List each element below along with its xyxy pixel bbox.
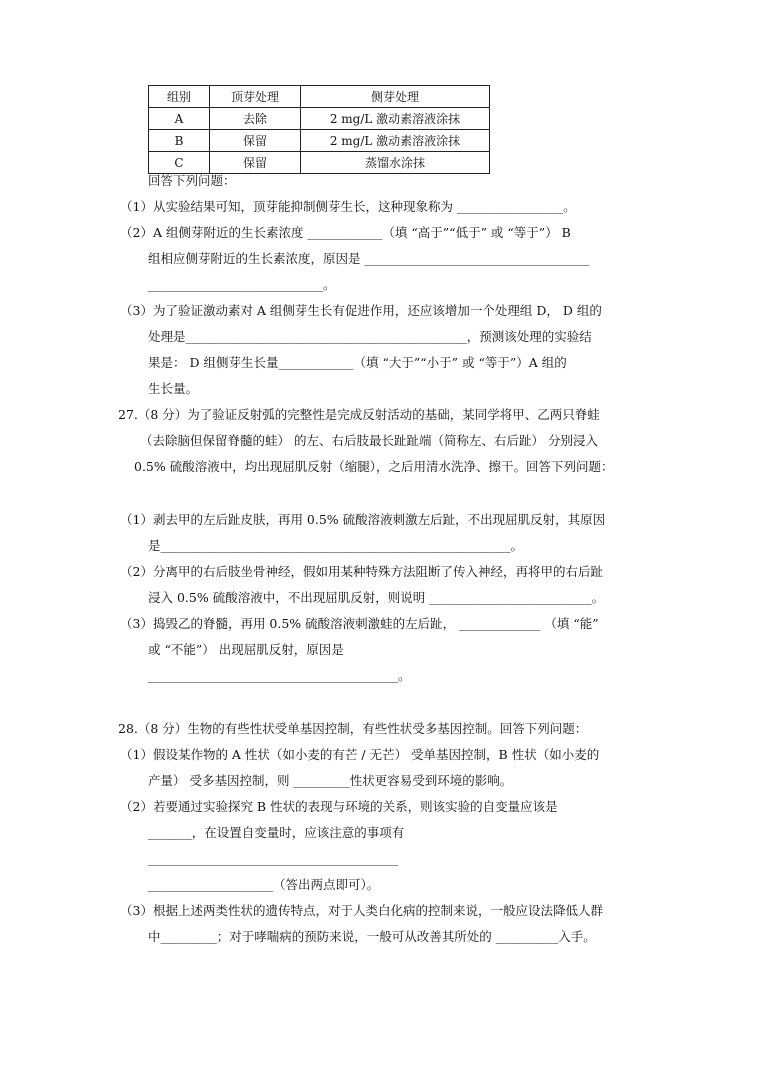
table-cell: C: [149, 152, 210, 174]
table-cell: 2 mg/L 激动素溶液涂抹: [301, 130, 490, 152]
q26-3-cont: 处理是_____________________________________________，预测该处理的实验结: [148, 329, 592, 344]
table-header-cell: 组别: [149, 86, 210, 108]
q28-3: （3）根据上述两类性状的遗传特点，对于人类白化病的控制来说，一般应设法降低人群: [120, 903, 603, 918]
table-header-row: [149, 86, 490, 108]
q26-2-cont: 组相应侧芽附近的生长素浓度，原因是 ____________________________________: [148, 251, 590, 266]
q28-2: （2）若要通过实验探究 B 性状的表现与环境的关系，则该实验的自变量应该是: [120, 799, 558, 814]
q28-1: （1）假设某作物的 A 性状（如小麦的有芒 / 无芒） 受单基因控制，B 性状（如小麦的: [120, 747, 600, 762]
q27-3-cont: 或 “不能”） 出现屈肌反射，原因是: [148, 642, 344, 657]
q27-stem-cont: 0.5% 硫酸溶液中，均出现屈肌反射（缩腿），之后用清水洗净、擦干。回答下列问题：: [134, 459, 614, 474]
table-cell: 去除: [210, 108, 301, 130]
q26-3-cont: 果是： D 组侧芽生长量____________（填 “大于”“小于” 或 “等于”）A 组的: [148, 355, 567, 370]
q28-2-cont: ________________________________________: [148, 851, 398, 866]
q28-3-cont: 中_________；对于哮喘病的预防来说，一般可从改善其所处的 __________入手。: [148, 929, 596, 944]
table-cell: A: [149, 108, 210, 130]
q27-stem-cont: （去除脑但保留脊髓的蛙） 的左、右后肢最长趾趾端（简称左、右后趾） 分别浸入: [140, 433, 598, 448]
q28-2-cont: _______，在设置自变量时，应该注意的事项有: [148, 825, 405, 840]
table-row: [149, 152, 490, 174]
q26-2: （2）A 组侧芽附近的生长素浓度 ____________（填 “高于”“低于” 或 “等于”） B: [120, 225, 571, 240]
q27-2-cont: 浸入 0.5% 硫酸溶液中，不出现屈肌反射，则说明 __________________________。: [148, 590, 605, 605]
q27-2: （2）分离甲的右后肢坐骨神经，假如用某种特殊方法阻断了传入神经，再将甲的右后趾: [120, 564, 603, 579]
q28-1-cont: 产量） 受多基因控制，则 _________性状更容易受到环境的影响。: [148, 773, 513, 788]
q27-3: （3）捣毁乙的脊髓，再用 0.5% 硫酸溶液刺激蛙的左后趾， _____________ （填 “能”: [120, 616, 599, 631]
q27-1-cont: 是________________________________________________________。: [148, 538, 524, 553]
table-cell: 保留: [210, 130, 301, 152]
prompt-text: 回答下列问题：: [148, 173, 236, 188]
q26-1: （1）从实验结果可知，顶芽能抑制侧芽生长，这种现象称为 _________________。: [120, 199, 576, 214]
q28-2-cont: ____________________（答出两点即可）。: [148, 877, 380, 892]
q28-stem: 28.（8 分）生物的有些性状受单基因控制，有些性状受多基因控制。回答下列问题：: [118, 721, 588, 736]
table-header-cell: 顶芽处理: [210, 86, 301, 108]
experiment-table: [148, 85, 490, 174]
q26-3-cont: 生长量。: [148, 381, 199, 396]
q27-stem: 27.（8 分）为了验证反射弧的完整性是完成反射活动的基础，某同学将甲、乙两只脊蛙: [118, 407, 600, 422]
q27-3-cont: ________________________________________。: [148, 668, 411, 683]
table-cell: B: [149, 130, 210, 152]
q27-1: （1）剥去甲的左后趾皮肤，再用 0.5% 硫酸溶液刺激左后趾，不出现屈肌反射，其原因: [120, 512, 606, 527]
table-cell: 保留: [210, 152, 301, 174]
table-cell: 2 mg/L 激动素溶液涂抹: [301, 108, 490, 130]
table-row: [149, 108, 490, 130]
table-cell: 蒸馏水涂抹: [301, 152, 490, 174]
table-row: [149, 130, 490, 152]
q26-2-cont: ____________________________。: [148, 277, 336, 292]
table-header-cell: 侧芽处理: [301, 86, 490, 108]
q26-3: （3）为了验证激动素对 A 组侧芽生长有促进作用，还应该增加一个处理组 D， D 组的: [120, 303, 602, 318]
